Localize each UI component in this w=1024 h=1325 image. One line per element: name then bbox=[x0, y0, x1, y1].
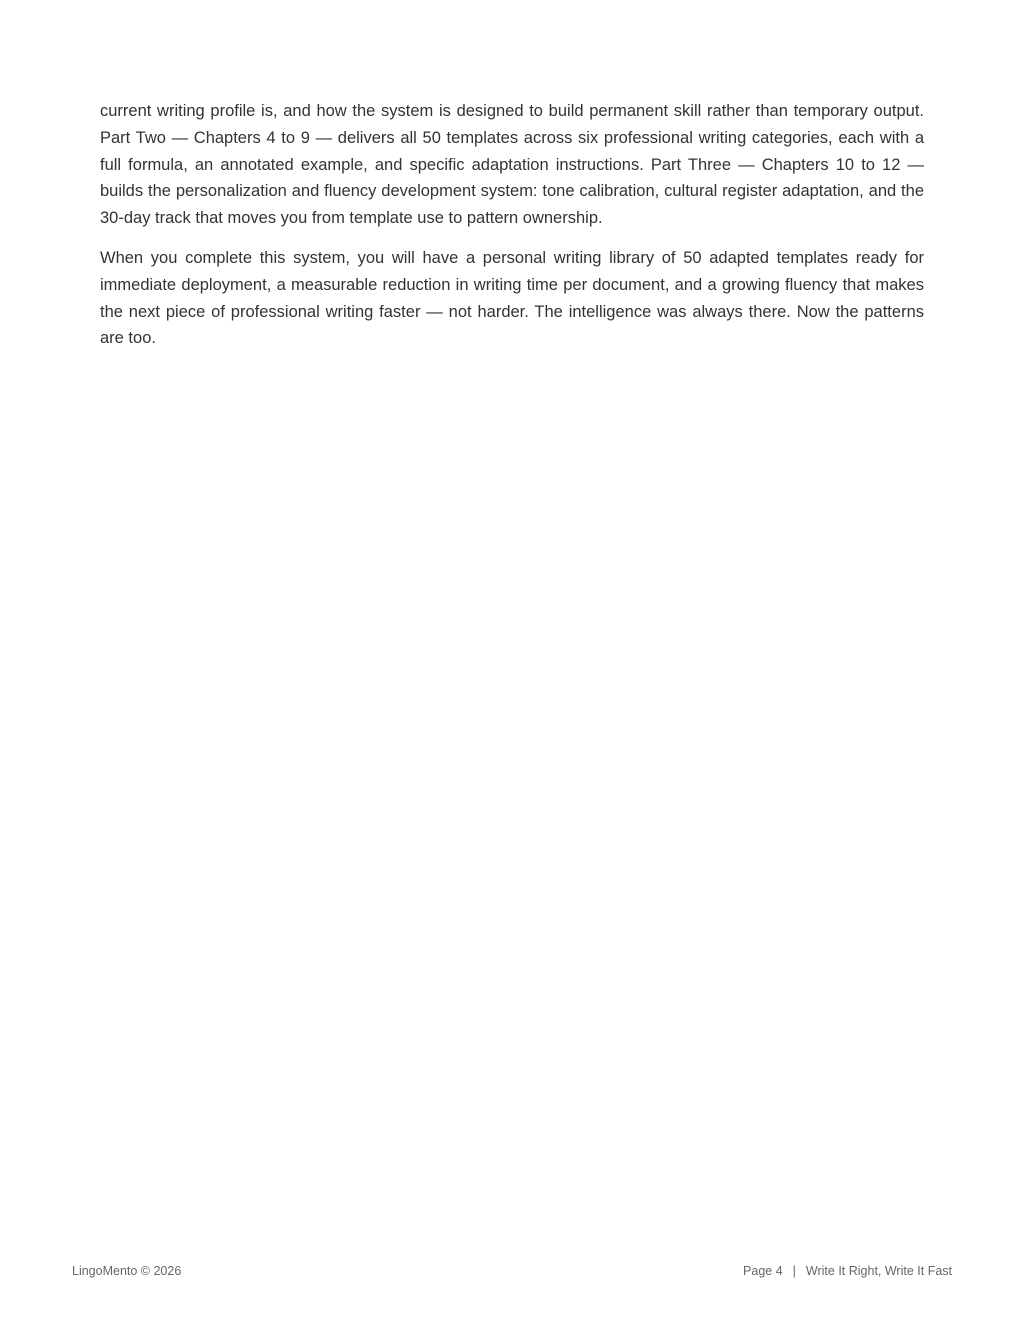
footer-separator: | bbox=[792, 1264, 796, 1278]
body-paragraph-1: current writing profile is, and how the system is designed to build permanent skill rather than temporary output. Part Two — Chapters 4 to 9 — delivers all 50 templates across six professional writing categories, each with a full formula, an annotated example, and specific adaptation instructions. Part Three — Chapters 10 to 12 — builds the personalization and fluency development system: tone calibration, cultural register adaptation, and the 30-day track that moves you from template use to pattern ownership. bbox=[100, 102, 924, 228]
footer-copyright: LingoMento © 2026 bbox=[72, 1264, 182, 1278]
page-body bbox=[100, 98, 924, 365]
body-paragraph-2: When you complete this system, you will have a personal writing library of 50 adapted templates ready for immediate deployment, a measurable reduction in writing time per document, and a growing fluency that makes the next piece of professional writing faster — not harder. The intelligence was always there. Now the patterns are too. bbox=[100, 248, 924, 348]
footer-right bbox=[743, 1264, 952, 1278]
footer-page-number: Page 4 bbox=[743, 1264, 783, 1278]
page-footer bbox=[72, 1264, 952, 1278]
footer-book-title: Write It Right, Write It Fast bbox=[805, 1264, 952, 1278]
